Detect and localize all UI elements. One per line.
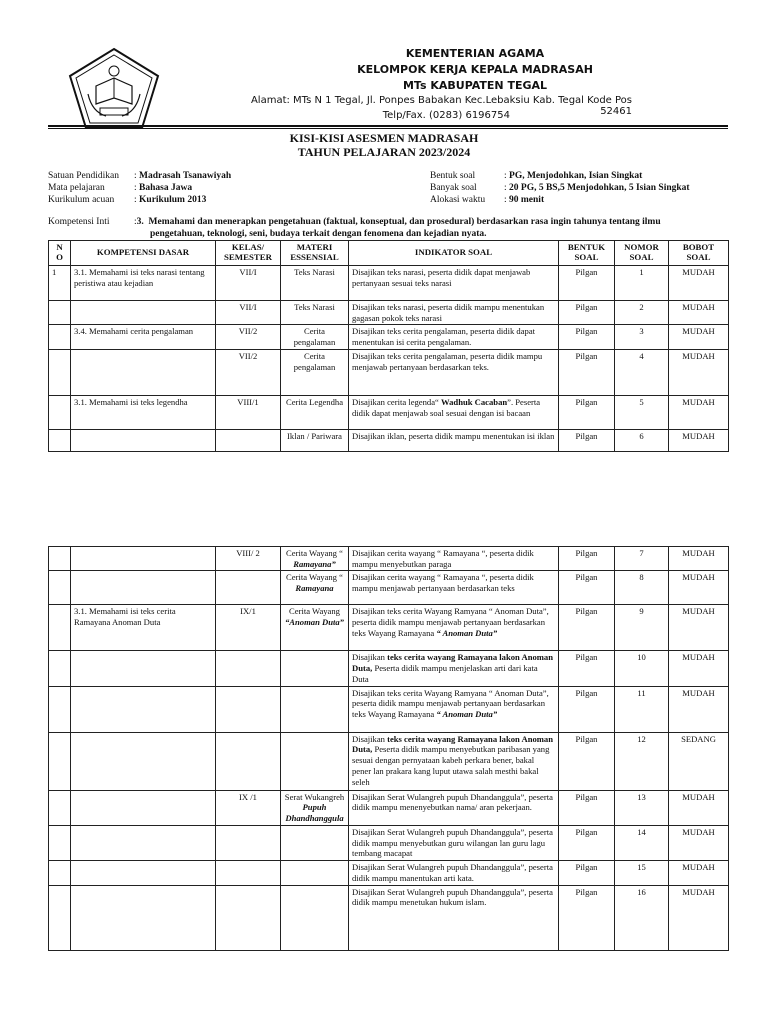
table-row [49, 429, 729, 451]
cell-bentuk: Pilgan [559, 605, 615, 651]
cell-no [49, 605, 71, 651]
cell-indikator: Disajikan cerita legenda“ Wadhuk Cacaban”. Peserta didik dapat menjawab soal sesuai dengan isi bacaan [349, 395, 559, 429]
cell-nomor: 9 [615, 605, 669, 651]
cell-indikator: Disajikan Serat Wulangreh pupuh Dhandanggula”, peserta didik mampu menenyebutkan nama/ aran pekerjaan. [349, 790, 559, 825]
cell-indikator: Disajikan iklan, peserta didik mampu menentukan isi iklan [349, 429, 559, 451]
cell-kelas: VII/I [216, 301, 281, 325]
cell-nomor: 10 [615, 651, 669, 686]
cell-kelas [216, 825, 281, 860]
col-no: N O [49, 241, 71, 266]
cell-no [49, 395, 71, 429]
cell-kelas: VIII/1 [216, 395, 281, 429]
cell-kd: 3.4. Memahami cerita pengalaman [71, 325, 216, 349]
cell-no [49, 349, 71, 395]
cell-materi [281, 825, 349, 860]
cell-bentuk: Pilgan [559, 825, 615, 860]
cell-kelas [216, 732, 281, 790]
table-row [49, 395, 729, 429]
cell-kelas [216, 651, 281, 686]
header-phone: Telp/Fax. (0283) 6196754 [382, 110, 510, 121]
table-row [49, 861, 729, 885]
table-row [49, 790, 729, 825]
doc-title: KISI-KISI ASESMEN MADRASAH [289, 131, 479, 145]
header-group: KELOMPOK KERJA KEPALA MADRASAH [357, 63, 593, 76]
meta-kurikulum-label: Kurikulum acuan [48, 195, 115, 205]
meta-satuan-label: Satuan Pendidikan [48, 171, 119, 181]
cell-nomor: 12 [615, 732, 669, 790]
meta-alokasi-label: Alokasi waktu [430, 195, 486, 205]
cell-no [49, 325, 71, 349]
cell-nomor: 15 [615, 861, 669, 885]
cell-no [49, 861, 71, 885]
cell-bobot: MUDAH [669, 325, 729, 349]
cell-kd: 3.1. Memahami isi teks legendha [71, 395, 216, 429]
table-row [49, 686, 729, 732]
cell-no [49, 547, 71, 571]
table-row [49, 301, 729, 325]
cell-materi: Teks Narasi [281, 301, 349, 325]
cell-indikator: Disajikan cerita wayang “ Ramayana “, peserta didik mampu menyebutkan paraga [349, 547, 559, 571]
cell-bobot: MUDAH [669, 571, 729, 605]
cell-nomor: 5 [615, 395, 669, 429]
table-row [49, 605, 729, 651]
cell-bobot: MUDAH [669, 861, 729, 885]
col-kompetensi-dasar: KOMPETENSI DASAR [71, 241, 216, 266]
col-kelas: KELAS/ SEMESTER [216, 241, 281, 266]
table-row [49, 825, 729, 860]
table-header-row [49, 241, 729, 266]
cell-kd: 3.1. Memahami isi teks cerita Ramayana Anoman Duta [71, 605, 216, 651]
cell-no: 1 [49, 266, 71, 301]
cell-kd [71, 885, 216, 950]
cell-bentuk: Pilgan [559, 861, 615, 885]
cell-bentuk: Pilgan [559, 266, 615, 301]
cell-kelas [216, 429, 281, 451]
ministry-logo [66, 46, 162, 132]
cell-kd [71, 301, 216, 325]
table-row [49, 349, 729, 395]
table-row [49, 732, 729, 790]
table-row [49, 325, 729, 349]
cell-indikator: Disajikan teks narasi, peserta didik mampu menentukan gagasan pokok teks narasi [349, 301, 559, 325]
cell-materi: Cerita Legendha [281, 395, 349, 429]
cell-materi [281, 861, 349, 885]
cell-nomor: 4 [615, 349, 669, 395]
cell-nomor: 1 [615, 266, 669, 301]
cell-indikator: Disajikan teks cerita Wayang Ramyana “ Anoman Duta”, peserta didik mampu menjawab pertanyaan berdasarkan teks Wayang Ramayana “ Anoman Duta” [349, 686, 559, 732]
cell-bobot: MUDAH [669, 429, 729, 451]
meta-alokasi-value: : 90 menit [504, 195, 545, 205]
table-row [49, 547, 729, 571]
cell-nomor: 16 [615, 885, 669, 950]
col-bobot: BOBOT SOAL [669, 241, 729, 266]
cell-bentuk: Pilgan [559, 790, 615, 825]
cell-nomor: 14 [615, 825, 669, 860]
cell-nomor: 7 [615, 547, 669, 571]
cell-bobot: MUDAH [669, 790, 729, 825]
cell-materi [281, 686, 349, 732]
cell-kd [71, 349, 216, 395]
cell-bobot: MUDAH [669, 885, 729, 950]
cell-bobot: MUDAH [669, 395, 729, 429]
cell-nomor: 2 [615, 301, 669, 325]
cell-bobot: MUDAH [669, 301, 729, 325]
cell-indikator: Disajikan teks cerita wayang Ramayana lakon Anoman Duta, Peserta didik mampu menyebutkan paribasan yang sesuai dengan pernyataan kabeh perkara bener, bakal pener lan prakara kang luput utawa salah mesthi bakal seleh [349, 732, 559, 790]
cell-bentuk: Pilgan [559, 651, 615, 686]
col-indikator: INDIKATOR SOAL [349, 241, 559, 266]
cell-materi: Teks Narasi [281, 266, 349, 301]
cell-kd [71, 686, 216, 732]
cell-kd [71, 732, 216, 790]
cell-kelas: VII/2 [216, 325, 281, 349]
cell-materi: Cerita pengalaman [281, 325, 349, 349]
cell-kd [71, 651, 216, 686]
cell-no [49, 429, 71, 451]
cell-indikator: Disajikan cerita wayang “ Ramayana “, peserta didik mampu menjawab pertanyaan berdasarkan teks [349, 571, 559, 605]
cell-materi [281, 885, 349, 950]
cell-indikator: Disajikan teks cerita Wayang Ramyana “ Anoman Duta”, peserta didik mampu menjawab pertanyaan berdasarkan teks Wayang Ramayana “ Anoman Duta” [349, 605, 559, 651]
cell-indikator: Disajikan teks cerita wayang Ramayana lakon Anoman Duta, Peserta didik mampu menjelaskan arti dari kata Duta [349, 651, 559, 686]
cell-indikator: Disajikan teks narasi, peserta didik dapat menjawab pertanyaan sesuai teks narasi [349, 266, 559, 301]
cell-kelas: IX /1 [216, 790, 281, 825]
cell-bentuk: Pilgan [559, 301, 615, 325]
cell-indikator: Disajikan Serat Wulangreh pupuh Dhandanggula”, peserta didik mampu menetukan hukum islam. [349, 885, 559, 950]
cell-materi: Iklan / Pariwara [281, 429, 349, 451]
cell-nomor: 13 [615, 790, 669, 825]
cell-materi: Cerita Wayang “ Ramayana” [281, 547, 349, 571]
cell-bentuk: Pilgan [559, 686, 615, 732]
meta-banyak-label: Banyak soal [430, 183, 477, 193]
cell-materi [281, 651, 349, 686]
cell-kelas [216, 885, 281, 950]
cell-kd [71, 547, 216, 571]
cell-kelas: IX/1 [216, 605, 281, 651]
cell-bentuk: Pilgan [559, 395, 615, 429]
cell-kd: 3.1. Memahami isi teks narasi tentang peristiwa atau kejadian [71, 266, 216, 301]
ki-text: :3. Memahami dan menerapkan pengetahuan (faktual, konseptual, dan prosedural) berdasarkan rasa ingin tahunya tentang ilmu [134, 217, 661, 227]
cell-nomor: 3 [615, 325, 669, 349]
cell-materi: Cerita Wayang “Anoman Duta” [281, 605, 349, 651]
ki-label: Kompetensi Inti [48, 217, 110, 227]
cell-kelas [216, 861, 281, 885]
cell-no [49, 571, 71, 605]
cell-bobot: SEDANG [669, 732, 729, 790]
cell-kelas [216, 686, 281, 732]
cell-materi: Cerita pengalaman [281, 349, 349, 395]
cell-materi [281, 732, 349, 790]
cell-kelas: VII/2 [216, 349, 281, 395]
cell-bobot: MUDAH [669, 825, 729, 860]
meta-banyak-value: : 20 PG, 5 BS,5 Menjodohkan, 5 Isian Singkat [504, 183, 690, 193]
cell-bobot: MUDAH [669, 349, 729, 395]
header-ministry: KEMENTERIAN AGAMA [405, 47, 545, 60]
cell-indikator: Disajikan teks cerita pengalaman, peserta didik mampu menjawab pertanyaan berdasarkan teks. [349, 349, 559, 395]
col-nomor: NOMOR SOAL [615, 241, 669, 266]
cell-bentuk: Pilgan [559, 885, 615, 950]
cell-bobot: MUDAH [669, 605, 729, 651]
cell-bobot: MUDAH [669, 651, 729, 686]
cell-kelas: VIII/ 2 [216, 547, 281, 571]
meta-kurikulum-value: : Kurikulum 2013 [134, 195, 207, 205]
cell-no [49, 790, 71, 825]
cell-indikator: Disajikan teks cerita pengalaman, peserta didik dapat menentukan isi cerita pengalaman. [349, 325, 559, 349]
cell-no [49, 885, 71, 950]
cell-kd [71, 861, 216, 885]
cell-bentuk: Pilgan [559, 325, 615, 349]
cell-kd [71, 571, 216, 605]
cell-bobot: MUDAH [669, 266, 729, 301]
meta-mapel-value: : Bahasa Jawa [134, 183, 193, 193]
cell-nomor: 8 [615, 571, 669, 605]
col-materi: MATERI ESSENSIAL [281, 241, 349, 266]
cell-nomor: 11 [615, 686, 669, 732]
meta-mapel-label: Mata pelajaran [48, 183, 105, 193]
cell-bentuk: Pilgan [559, 571, 615, 605]
kisi-table-page1 [48, 240, 729, 452]
table-row [49, 651, 729, 686]
cell-kelas [216, 571, 281, 605]
cell-no [49, 825, 71, 860]
cell-indikator: Disajikan Serat Wulangreh pupuh Dhandanggula”, peserta didik mampu menyebutkan guru wilangan lan guru lagu tembang macapat [349, 825, 559, 860]
meta-satuan-value: : Madrasah Tsanawiyah [134, 171, 232, 181]
cell-nomor: 6 [615, 429, 669, 451]
cell-no [49, 651, 71, 686]
cell-kd [71, 790, 216, 825]
cell-no [49, 301, 71, 325]
cell-bentuk: Pilgan [559, 547, 615, 571]
table-row [49, 571, 729, 605]
cell-bentuk: Pilgan [559, 732, 615, 790]
cell-bentuk: Pilgan [559, 349, 615, 395]
cell-kelas: VII/I [216, 266, 281, 301]
header-divider [48, 125, 728, 129]
table-row [49, 266, 729, 301]
ki-text-continued: pengetahuan, teknologi, seni, budaya terkait dengan fenomena dan kejadian nyata. [150, 229, 487, 239]
col-bentuk: BENTUK SOAL [559, 241, 615, 266]
cell-bentuk: Pilgan [559, 429, 615, 451]
cell-no [49, 686, 71, 732]
doc-year: TAHUN PELAJARAN 2023/2024 [297, 145, 471, 159]
cell-bobot: MUDAH [669, 686, 729, 732]
cell-bobot: MUDAH [669, 547, 729, 571]
cell-materi: Serat Wukangreh Pupuh Dhandhanggula [281, 790, 349, 825]
header-region: MTs KABUPATEN TEGAL [402, 79, 548, 92]
cell-indikator: Disajikan Serat Wulangreh pupuh Dhandanggula”, peserta didik mampu manentukan arti kata. [349, 861, 559, 885]
header-address: Alamat: MTs N 1 Tegal, Jl. Ponpes Babakan Kec.Lebaksiu Kab. Tegal Kode Pos 52461 [250, 95, 632, 117]
cell-kd [71, 429, 216, 451]
cell-kd [71, 825, 216, 860]
cell-materi: Cerita Wayang “ Ramayana [281, 571, 349, 605]
cell-no [49, 732, 71, 790]
table-row [49, 885, 729, 950]
meta-bentuk-value: : PG, Menjodohkan, Isian Singkat [504, 171, 643, 181]
kisi-table-page2 [48, 546, 729, 951]
meta-bentuk-label: Bentuk soal [430, 171, 476, 181]
